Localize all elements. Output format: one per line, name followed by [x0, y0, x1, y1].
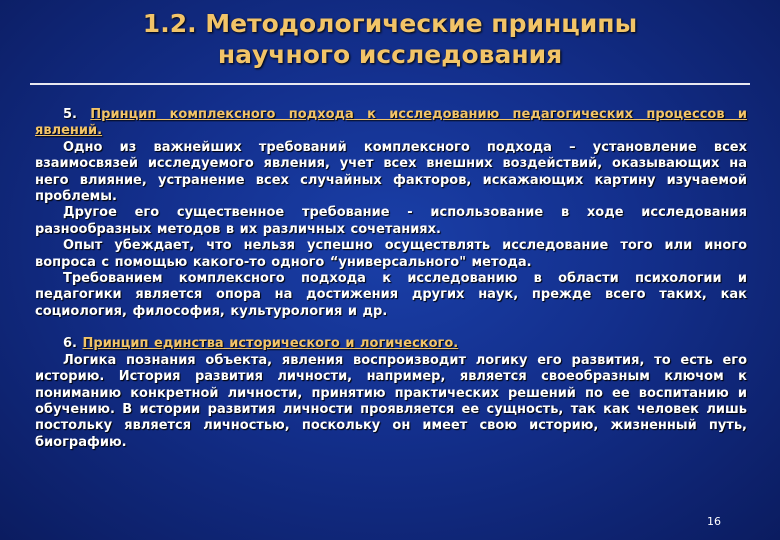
principle-5-number: 5. [63, 107, 77, 122]
principle-5-paragraph: Одно из важнейших требований комплексного подхода – установление всех взаимосвязей исследуемого явления, учет всех внешних воздействий, оказывающих на него влияние, устранение всех случайных факторов, искажающих картину изучаемой проблемы. [35, 139, 747, 205]
principle-6-number: 6. [63, 336, 77, 352]
title-divider [30, 83, 750, 85]
section-spacer [35, 320, 747, 336]
slide-title-line-1: 1.2. Методологические принципы [142, 9, 638, 38]
principle-6-heading [35, 336, 747, 352]
page-number: 16 [707, 515, 721, 528]
slide-body [35, 107, 747, 451]
principle-5-paragraph: Опыт убеждает, что нельзя успешно осуществлять исследование того или иного вопроса с помощью какого-то одного “универсального" метода. [35, 238, 747, 270]
principle-5-paragraph: Требованием комплексного подхода к исследованию в области психологии и педагогики является опора на достижения других наук, прежде всего таких, как социология, философия, культурология и др. [35, 271, 747, 319]
principle-6-paragraph: Логика познания объекта, явления воспроизводит логику его развития, то есть его историю. История развития личности, например, является своеобразным ключом к пониманию конкретной личности, принятию практических решений по ее воспитанию и обучению. В истории развития личности проявляется ее сущность, так как человек лишь постольку является личностью, поскольку он имеет свою историю, жизненный путь, биографию. [35, 352, 747, 450]
slide-title-line-2: научного исследования [217, 40, 563, 69]
principle-6-title: Принцип единства исторического и логического. [82, 336, 459, 352]
slide-title [0, 8, 780, 70]
principle-5-paragraph: Другое его существенное требование - использование в ходе исследования разнообразных методов в их различных сочетаниях. [35, 205, 747, 237]
principle-5-title: Принцип комплексного подхода к исследованию педагогических процессов и явлений. [35, 107, 747, 139]
principle-5-heading [35, 107, 747, 140]
